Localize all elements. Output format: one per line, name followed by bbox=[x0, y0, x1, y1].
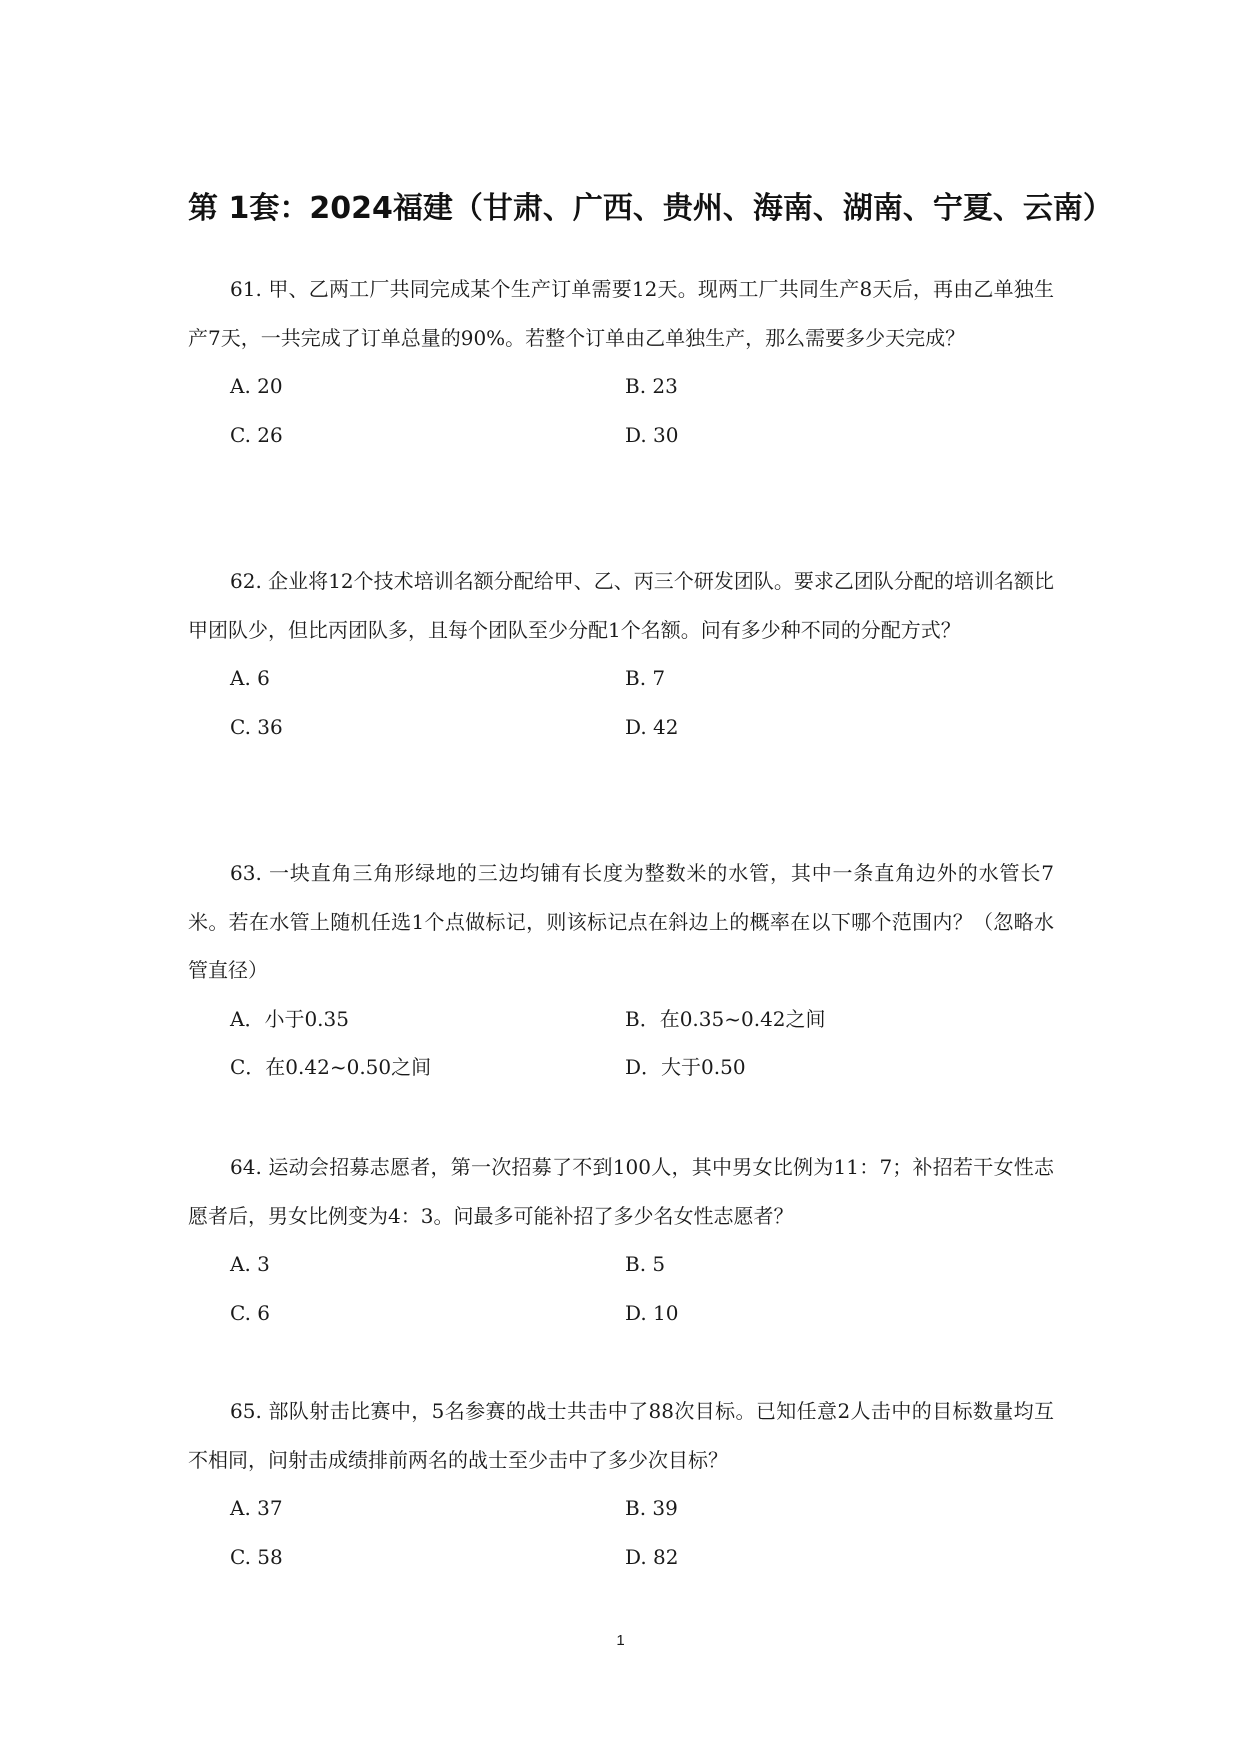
option-d: D. 10 bbox=[625, 1300, 679, 1325]
option-b: B. 23 bbox=[625, 374, 678, 398]
question-options bbox=[188, 362, 1054, 459]
option-a: A. 37 bbox=[230, 1496, 283, 1520]
question-options bbox=[188, 1484, 1054, 1581]
page-number: 1 bbox=[616, 1632, 625, 1649]
option-a: A. 20 bbox=[230, 374, 283, 398]
option-c: C. 6 bbox=[230, 1300, 271, 1325]
question-62 bbox=[188, 557, 1054, 751]
question-text: 65. 部队射击比赛中，5名参赛的战士共击中了88次目标。已知任意2人击中的目标数量均互不相同，问射击成绩排前两名的战士至少击中了多少次目标？ bbox=[188, 1399, 1054, 1472]
option-a: A. 6 bbox=[230, 666, 270, 690]
question-text: 63. 一块直角三角形绿地的三边均铺有长度为整数米的水管，其中一条直角边外的水管长7米。若在水管上随机任选1个点做标记，则该标记点在斜边上的概率在以下哪个范围内？（忽略水管直径） bbox=[188, 861, 1054, 982]
option-a: A. 3 bbox=[230, 1252, 270, 1276]
question-text: 61. 甲、乙两工厂共同完成某个生产订单需要12天。现两工厂共同生产8天后，再由乙单独生产7天，一共完成了订单总量的90%。若整个订单由乙单独生产，那么需要多少天完成？ bbox=[188, 277, 1054, 350]
option-c: C. 36 bbox=[230, 714, 283, 739]
question-options bbox=[188, 654, 1054, 751]
question-61 bbox=[188, 265, 1054, 459]
option-b: B. 7 bbox=[625, 666, 666, 690]
question-text: 64. 运动会招募志愿者，第一次招募了不到100人，其中男女比例为11：7；补招若干女性志愿者后，男女比例变为4：3。问最多可能补招了多少名女性志愿者？ bbox=[188, 1155, 1054, 1228]
option-d: D. 82 bbox=[625, 1544, 679, 1569]
question-65 bbox=[188, 1387, 1054, 1581]
question-options bbox=[188, 1240, 1054, 1337]
option-d: D. 42 bbox=[625, 714, 679, 739]
question-63 bbox=[188, 849, 1054, 1092]
option-c: C．在0.42~0.50之间 bbox=[230, 1055, 432, 1079]
question-64 bbox=[188, 1143, 1054, 1337]
option-b: B. 5 bbox=[625, 1252, 666, 1276]
option-d: D．大于0.50 bbox=[625, 1055, 746, 1079]
option-a: A．小于0.35 bbox=[230, 1006, 349, 1031]
option-d: D. 30 bbox=[625, 422, 679, 447]
page-title: 第 1套：2024福建（甘肃、广西、贵州、海南、湖南、宁夏、云南） bbox=[188, 191, 1113, 226]
option-b: B．在0.35~0.42之间 bbox=[625, 1006, 826, 1031]
question-options bbox=[188, 995, 1054, 1092]
option-c: C. 26 bbox=[230, 422, 283, 447]
question-text: 62. 企业将12个技术培训名额分配给甲、乙、丙三个研发团队。要求乙团队分配的培训名额比甲团队少，但比丙团队多，且每个团队至少分配1个名额。问有多少种不同的分配方式？ bbox=[188, 569, 1054, 642]
option-b: B. 39 bbox=[625, 1496, 678, 1520]
option-c: C. 58 bbox=[230, 1544, 283, 1569]
